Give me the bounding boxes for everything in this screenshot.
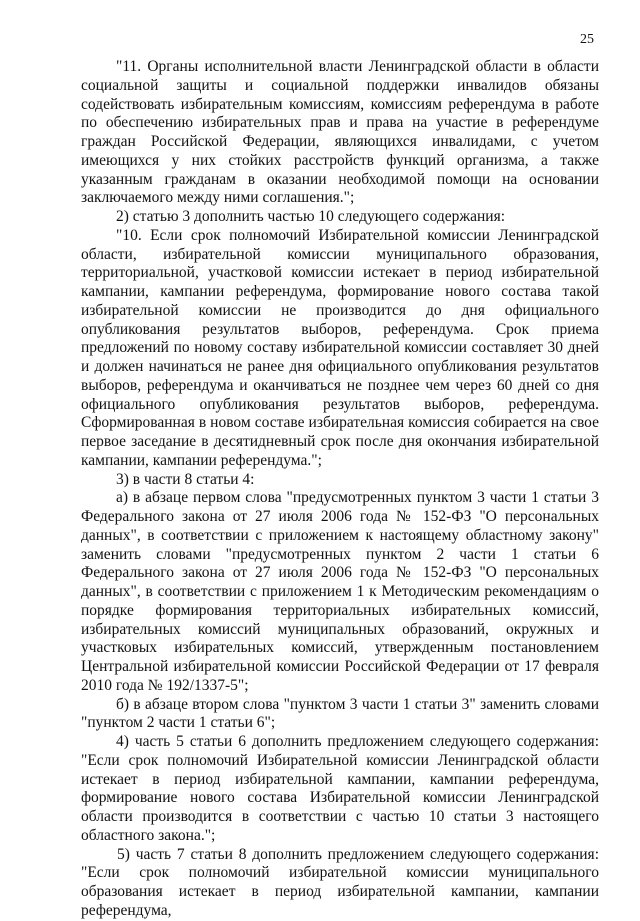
paragraph-part-10: "10. Если срок полномочий Избирательной комиссии Ленинградской области, избирательной комиссии муниципального образования, территориальной, участковой комиссии истекает в период избирательной кампании, кампании референдума, формирование нового состава такой избирательной комиссии не производится до дня официального опубликования результатов выборов, референдума. Срок приема предложений по новому составу избирательной комиссии составляет 30 дней и должен начинаться не ранее дня официального опубликования результатов выборов, референдума и оканчиваться не позднее чем через 60 дней со дня официального опубликования результатов выборов, референдума. Сформированная в новом составе избирательная комиссия собирается на свое первое заседание в десятидневный срок после дня окончания избирательной кампании, кампании референдума."; <box>81 226 599 469</box>
page-number: 25 <box>580 32 594 47</box>
paragraph-amendment-2: 2) статью 3 дополнить частью 10 следующего содержания: <box>116 208 506 225</box>
paragraph-amendment-5: 5) часть 7 статьи 8 дополнить предложением следующего содержания: "Если срок полномочий избирательной комиссии муниципального образования истекает в период избирательной кампании, кампании референдума, <box>81 845 599 919</box>
paragraph-subitem-a: а) в абзаце первом слова "предусмотренных пунктом 3 части 1 статьи 3 Федерального закона от 27 июля 2006 года № 152-ФЗ "О персональных данных", в соответствии с приложением к настоящему областному закону" заменить словами "предусмотренных пунктом 2 части 1 статьи 6 Федерального закона от 27 июля 2006 года № 152-ФЗ "О персональных данных", в соответствии с приложением 1 к Методическим рекомендациям о порядке формирования территориальных избирательных комиссий, избирательных комиссий муниципальных образований, окружных и участковых избирательных комиссий, утвержденным постановлением Центральной избирательной комиссии Российской Федерации от 17 февраля 2010 года № 192/1337-5"; <box>81 489 599 694</box>
paragraph-item-11: "11. Органы исполнительной власти Ленинградской области в области социальной защиты и социальной поддержки инвалидов обязаны содействовать избирательным комиссиям, комиссиям референдума в работе по обеспечению избирательных прав и права на участие в референдуме граждан Российской Федерации, являющихся инвалидами, с учетом имеющихся у них стойких расстройств функций организма, а также указанным гражданам в оказании необходимой помощи на основании заключаемого между ними соглашения."; <box>81 58 599 207</box>
paragraph-amendment-4: 4) часть 5 статьи 6 дополнить предложением следующего содержания: "Если срок полномочий Избирательной комиссии Ленинградской области истекает в период избирательной кампании, кампании референдума, формирование нового состава Избирательной комиссии Ленинградской области производится в соответствии с частью 10 статьи 3 настоящего областного закона."; <box>81 733 599 844</box>
paragraph-subitem-b: б) в абзаце втором слова "пунктом 3 части 1 статьи 3" заменить словами "пунктом 2 части 1 статьи 6"; <box>81 695 599 732</box>
paragraph-amendment-3: 3) в части 8 статьи 4: <box>116 470 255 488</box>
document-body <box>81 58 599 921</box>
